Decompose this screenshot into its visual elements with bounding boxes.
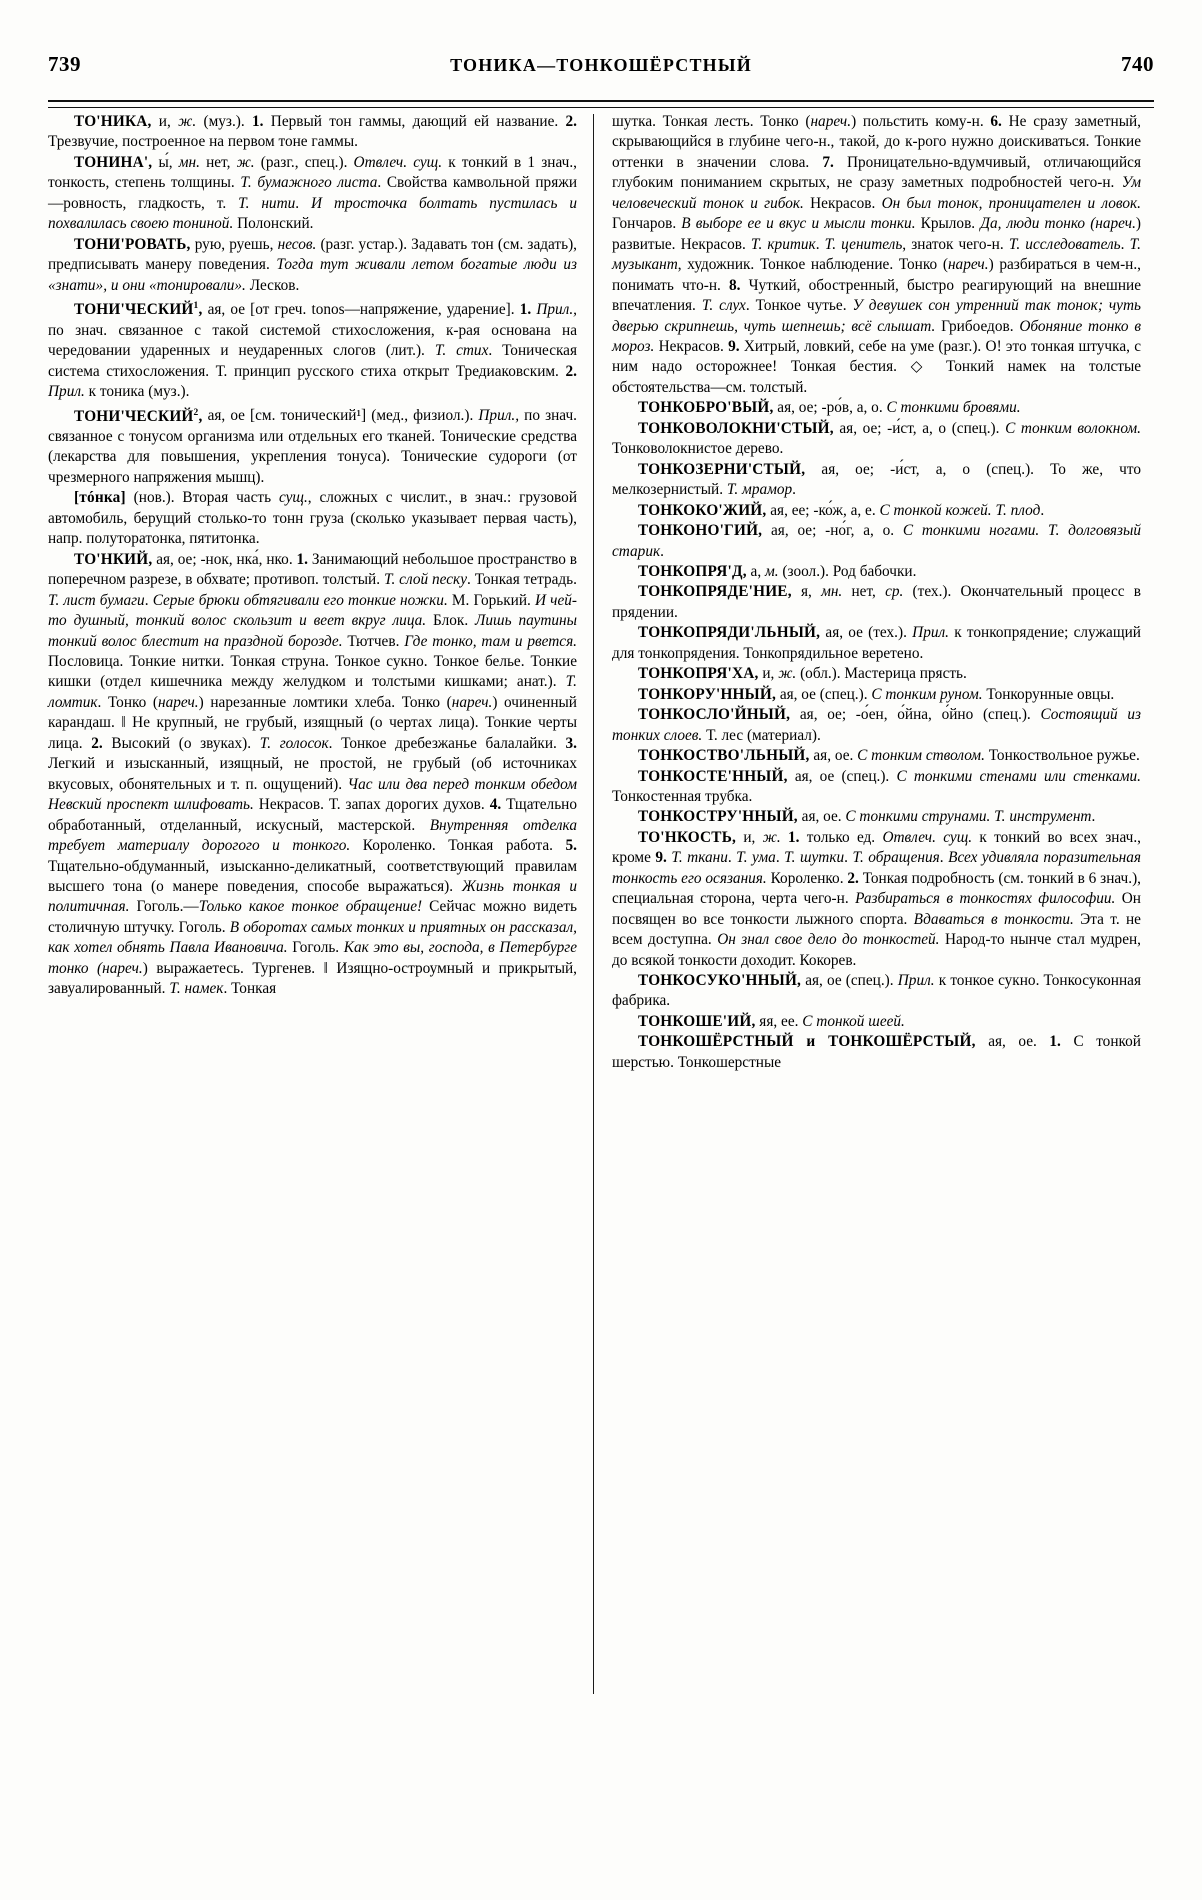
dictionary-entry	[48, 488, 577, 549]
dictionary-entry	[612, 807, 1141, 827]
entry-body: ая, ое (спец.). С тонкими стенами или стенками. Тонкостенная трубка.	[612, 767, 1141, 805]
dictionary-entry	[612, 562, 1141, 582]
dictionary-entry	[612, 398, 1141, 418]
column-right	[594, 112, 1141, 1852]
entry-body: ая, ое; -ро́в, а, о. С тонкими бровями.	[773, 399, 1021, 417]
dictionary-entry	[48, 153, 577, 235]
entry-body: ая, ое; -и́ст, а, о (спец.). То же, что мелкозернистый. Т. мрамор.	[612, 460, 1141, 499]
column-left	[48, 112, 593, 1852]
headword: ТОНКОШЕ'ИЙ,	[638, 1012, 756, 1030]
dictionary-entry	[612, 664, 1141, 684]
entry-body: шутка. Тонкая лесть. Тонко (нареч.) польстить кому-н. 6. Не сразу заметный, скрывающийся в глубине чего-н., такой, до к-рого нужно доискиваться. Тонкие оттенки в значении слова. 7. Проницательно-вдумчивый, отличающийся глубоким пониманием скрытых, не сразу заметных подробностей чего-н. Ум человеческий тонок и гибок. Некрасов. Он был тонок, проницателен и ловок. Гончаров. В выборе ее и вкус и мысли тонки. Крылов. Да, люди тонко (нареч.) развитые. Некрасов. Т. критик. Т. ценитель, знаток чего-н. Т. исследователь. Т. музыкант, художник. Тонкое наблюдение. Тонко (нареч.) разбираться в чем-н., понимать что-н. 8. Чуткий, обостренный, быстро реагирующий на внешние впечатления. Т. слух. Тонкое чутье. У девушек сон утренний так тонок; чуть дверью скрипнешь, чуть шепнешь; всё слышат. Грибоедов. Обоняние тонко в мороз. Некрасов. 9. Хитрый, ловкий, себе на уме (разг.). О! это тонкая штучка, с ним надо осторожнее! Тонкая бестия. ◇ Тонкий намек на толстые обстоятельства—см. толстый.	[612, 113, 1142, 396]
headword: ТОНКОСУКО'ННЫЙ,	[638, 972, 802, 990]
dictionary-entry	[612, 582, 1141, 623]
headword: ТОНКОКО'ЖИЙ,	[638, 501, 767, 519]
dictionary-entry	[612, 705, 1141, 746]
headword: ТОНКОВОЛОКНИ'СТЫЙ,	[638, 419, 834, 437]
headword: ТО'НИКА,	[74, 113, 152, 130]
dictionary-entry	[612, 971, 1141, 1012]
headword: ТОНКОСТРУ'ННЫЙ,	[638, 808, 798, 826]
entry-body: рую, руешь, несов. (разг. устар.). Задавать тон (см. задать), предписывать манеру поведения. Тогда тут живали летом богатые люди из «знати», и они «тонировали». Лесков.	[48, 235, 577, 294]
folio-left: 739	[48, 52, 81, 76]
headword: ТО'НКОСТЬ,	[638, 828, 737, 846]
headword: ТОНКОБРО'ВЫЙ,	[638, 399, 774, 417]
dictionary-entry	[48, 402, 577, 488]
headword: ТОНКОШЁРСТНЫЙ и ТОНКОШЁРСТЫЙ,	[638, 1033, 976, 1051]
headword: ТОНКОСТЕ'ННЫЙ,	[638, 767, 788, 785]
entry-body: ая, ое (тех.). Прил. к тонкопрядение; служащий для тонкопрядения. Тонкопрядильное веретено.	[612, 624, 1141, 662]
entry-body: ая, ое. 1. С тонкой шерстью. Тонкошерстные	[612, 1033, 1141, 1071]
dictionary-entry	[612, 460, 1141, 501]
entry-body: ая, ое (спец.). С тонким руном. Тонкорунные овцы.	[776, 685, 1115, 703]
dictionary-entry	[48, 550, 577, 1000]
entry-body: ая, ее; -ко́ж, а, е. С тонкой кожей. Т. плод.	[766, 501, 1045, 519]
dictionary-entry	[612, 623, 1141, 664]
entry-body: ая, ое; -но́г, а, о. С тонкими ногами. Т. долговязый старик.	[612, 522, 1142, 560]
folio-right: 740	[1121, 52, 1154, 76]
headword: ТОНКОНО'ГИЙ,	[638, 522, 763, 540]
entry-body: ая, ое. С тонким стволом. Тонкоствольное ружье.	[809, 747, 1140, 765]
header-rule	[48, 100, 1154, 108]
headword: ТОНИ'ЧЕСКИЙ$^2$,	[74, 407, 203, 425]
entry-body: и, ж. (муз.). 1. Первый тон гаммы, дающий ей название. 2. Трезвучие, построенное на первом тоне гаммы.	[48, 113, 577, 151]
entry-body: ая, ое; -нок, нка́, нко. 1. Занимающий небольшое пространство в поперечном разрезе, в обхвате; противоп. толстый. Т. слой песку. Тонкая тетрадь. Т. лист бумаги. Серые брюки обтягивали его тонкие ножки. М. Горький. И чей-то душный, тонкий волос скользит и веет вкруг лица. Блок. Лишь паутины тонкий волос блестит на праздной борозде. Тютчев. Где тонко, там и рвется. Пословица. Тонкие нитки. Тонкая струна. Тонкое сукно. Тонкое белье. Тонкие кишки (отдел кишечника между желудком и толстыми кишками; анат.). Т. ломтик. Тонко (нареч.) нарезанные ломтики хлеба. Тонко (нареч.) очиненный карандаш. ‖ Не крупный, не грубый, изящный (о чертах лица). Тонкие черты лица. 2. Высокий (о звуках). Т. голосок. Тонкое дребезжанье балалайки. 3. Легкий и изысканный, изящный, не простой, не грубый (об источниках вкусовых, обонятельных и т. п. ощущений). Час или два перед тонким обедом Невский проспект шлифовать. Некрасов. Т. запах дорогих духов. 4. Тщательно обработанный, отделанный, искусный, мастерской. Внутренняя отделка требует материалу дорогого и тонкого. Короленко. Тонкая работа. 5. Тщательно-обдуманный, изысканно-деликатный, соответствующий правилам высшего тона (о манере поведения, способе выражаться). Жизнь тонкая и политичная. Гоголь.—Только какое тонкое обращение! Сейчас можно видеть столичную штучку. Гоголь. В оборотах самых тонких и приятных он рассказал, как хотел обнять Павла Ивановича. Гоголь. Как это вы, господа, в Петербурге тонко (нареч.) выражаетесь. Тургенев. ‖ Изящно-остроумный и прикрытый, завуалированный. Т. намек. Тонкая	[48, 550, 578, 998]
running-head	[48, 52, 1154, 86]
headword: ТОНКОПРЯДЕ'НИЕ,	[638, 583, 792, 601]
headword: [тóнка]	[74, 489, 126, 507]
entry-body: (нов.). Вторая часть сущ., сложных с числит., в знач.: грузовой автомобиль, берущий столько-то тонн груза (сколько указывает первая часть), напр. полуторатонка, пятитонка.	[48, 489, 578, 548]
headword: ТОНКОПРЯДИ'ЛЬНЫЙ,	[638, 624, 821, 642]
headword: ТОНИ'РОВАТЬ,	[74, 235, 191, 253]
dictionary-entry	[48, 235, 577, 296]
entry-body: ая, ое [от греч. tonos—напряжение, ударение]. 1. Прил., по знач. связанное с такой системой стихосложения, к-рая основана на чередовании ударенных и неударенных слогов (лит.). Т. стих. Тоническая система стихосложения. Т. принцип русского стиха открыт Тредиаковским. 2. Прил. к тоника (муз.).	[48, 301, 578, 400]
headword: ТОНКОПРЯ'Д,	[638, 562, 747, 580]
entry-body: ая, ое; -и́ст, а, о (спец.). С тонким волокном. Тонковолокнистое дерево.	[612, 419, 1142, 458]
dictionary-entry	[48, 112, 577, 153]
headword: ТОНКОСЛО'ЙНЫЙ,	[638, 706, 791, 724]
dictionary-entry	[612, 501, 1141, 521]
entry-body: и, ж. (обл.). Мастерица прясть.	[758, 665, 967, 683]
entry-body: ы́, мн. нет, ж. (разг., спец.). Отвлеч. сущ. к тонкий в 1 знач., тонкость, степень толщины. Т. бумажного листа. Свойства камвольной пряжи—ровность, гладкость, т. Т. нити. И тросточка болтать пустилась и похвалилась своею тониной. Полонский.	[48, 153, 577, 233]
entry-body: а, м. (зоол.). Род бабочки.	[746, 562, 917, 580]
headword: ТОНКОСТВО'ЛЬНЫЙ,	[638, 747, 810, 765]
entry-body: я, мн. нет, ср. (тех.). Окончательный процесс в прядении.	[612, 583, 1141, 621]
entry-body: ая, ое (спец.). Прил. к тонкое сукно. Тонкосуконная фабрика.	[612, 972, 1142, 1010]
entry-continuation	[612, 112, 1141, 398]
dictionary-entry	[612, 1032, 1141, 1073]
entry-body: и, ж. 1. только ед. Отвлеч. сущ. к тонкий во всех знач., кроме 9. Т. ткани. Т. ума. Т. шутки. Т. обращения. Всех удивляла поразительная тонкость его осязания. Короленко. 2. Тонкая подробность (см. тонкий в 6 знач.), специальная сторона, черта чего-н. Разбираться в тонкостях философии. Он посвящен во все тонкости лыжного спорта. Вдаваться в тонкости. Эта т. не всем доступна. Он знал свое дело до тонкостей. Народ-то нынче стал мудрен, до всякой тонкости доходит. Кокорев.	[612, 828, 1142, 969]
dictionary-entry	[612, 419, 1141, 460]
headword: ТОНКОЗЕРНИ'СТЫЙ,	[638, 460, 806, 478]
dictionary-entry	[612, 1012, 1141, 1032]
dictionary-entry	[48, 296, 577, 402]
entry-body: ая, ое. С тонкими струнами. Т. инструмент.	[797, 808, 1096, 826]
entry-body: яя, ее. С тонкой шеей.	[755, 1012, 905, 1030]
headword: ТОНИ'ЧЕСКИЙ$^1$,	[74, 301, 203, 319]
dictionary-entry	[612, 521, 1141, 562]
dictionary-entry	[612, 767, 1141, 808]
entry-body: ая, ое [см. тонический¹] (мед., физиол.). Прил., по знач. связанное с тонусом организма или отдельных его тканей. Тонические средства (лекарства для повышения, укрепления тонуса). Тонические судороги (от чрезмерного напряжения мышц).	[48, 407, 577, 486]
running-head-title: ТОНИКА—ТОНКОШЁРСТНЫЙ	[450, 55, 752, 75]
headword: ТО'НКИЙ,	[74, 550, 153, 568]
body-columns	[48, 112, 1154, 1852]
entry-body: ая, ое; -о́ен, о́йна, о́йно (спец.). Состоящий из тонких слоев. Т. лес (материал).	[612, 706, 1141, 744]
headword: ТОНКОРУ'ННЫЙ,	[638, 685, 776, 703]
dictionary-entry	[612, 685, 1141, 705]
dictionary-entry	[612, 746, 1141, 766]
headword: ТОНКОПРЯ'ХА,	[638, 665, 759, 683]
headword: ТОНИНА',	[74, 153, 153, 171]
dictionary-entry	[612, 828, 1141, 971]
